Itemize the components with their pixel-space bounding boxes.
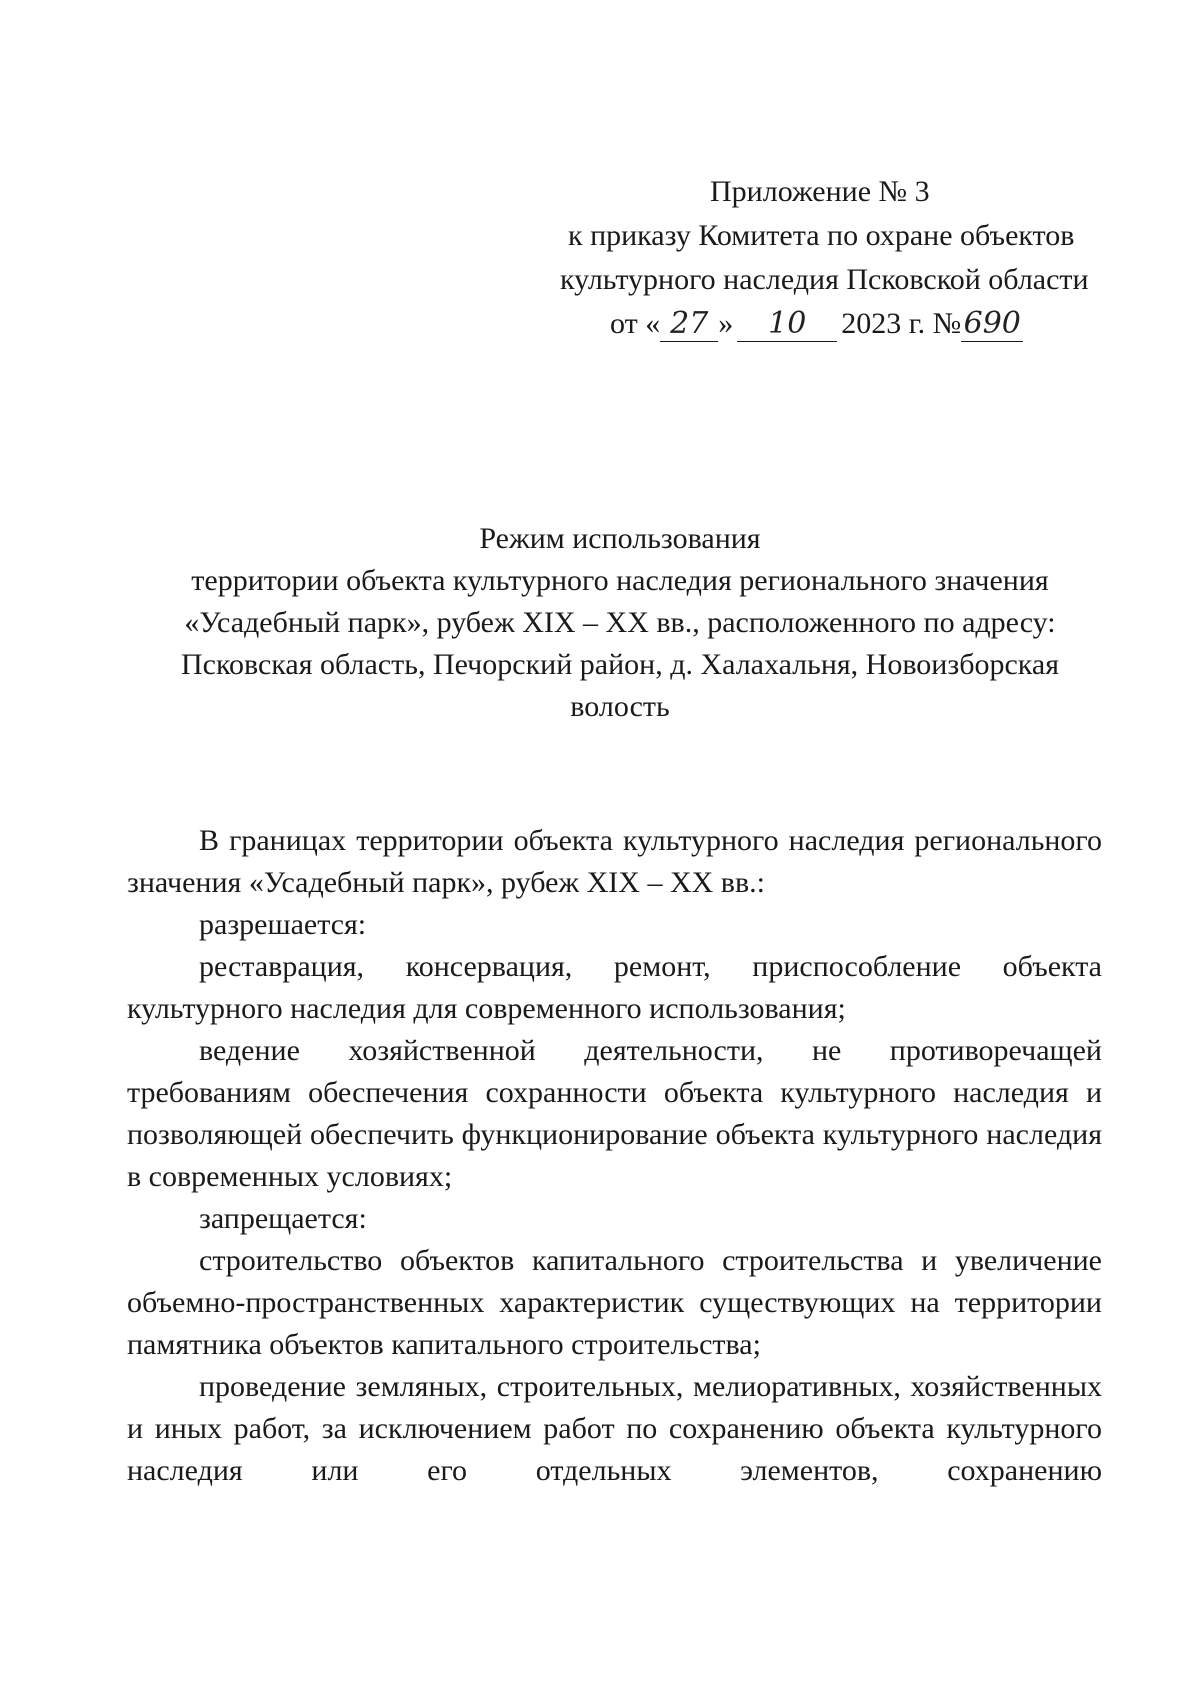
- annex-committee-name: культурного наследия Псковской области: [560, 263, 1089, 296]
- annex-header: [540, 170, 1120, 346]
- handwritten-order-number: 690: [961, 307, 1023, 342]
- title-line-1: Режим использования: [479, 522, 761, 555]
- title-line-2: территории объекта культурного наследия регионального значения: [191, 564, 1049, 597]
- title-line-3: «Усадебный парк», рубеж XIX – XX вв., расположенного по адресу:: [184, 606, 1056, 639]
- annex-title: Приложение № 3: [710, 175, 930, 208]
- allowed-item-2: ведение хозяйственной деятельности, не противоречащей требованиям обеспечения сохранности объекта культурного наследия и позволяющей обеспечить функционирование объекта культурного наследия в современных условиях;: [127, 1034, 1102, 1193]
- annex-date-line: [540, 302, 1120, 346]
- title-line-5: волость: [570, 690, 670, 723]
- intro-paragraph: В границах территории объекта культурного наследия регионального значения «Усадебный парк», рубеж XIX – XX вв.:: [127, 824, 1102, 899]
- document-body: [127, 820, 1102, 1492]
- handwritten-day: 27: [660, 307, 718, 342]
- date-year: 2023 г. №: [841, 307, 962, 340]
- annex-order-reference: к приказу Комитета по охране объектов: [568, 219, 1075, 252]
- allowed-heading: разрешается:: [199, 908, 367, 941]
- title-line-4: Псковская область, Печорский район, д. Халахальня, Новоизборская: [180, 648, 1060, 681]
- handwritten-month: 10: [737, 307, 837, 342]
- date-prefix: от «: [610, 307, 661, 340]
- forbidden-heading: запрещается:: [199, 1202, 367, 1235]
- forbidden-item-1: строительство объектов капитального строительства и увеличение объемно-пространственных характеристик существующих на территории памятника объектов капитального строительства;: [127, 1244, 1102, 1361]
- forbidden-item-2: проведение земляных, строительных, мелиоративных, хозяйственных и иных работ, за исключением работ по сохранению объекта культурного наследия или его отдельных элементов, сохранению: [127, 1370, 1102, 1487]
- document-title: [150, 518, 1090, 728]
- date-mid: »: [718, 307, 734, 340]
- allowed-item-1: реставрация, консервация, ремонт, приспособление объекта культурного наследия для современного использования;: [127, 950, 1102, 1025]
